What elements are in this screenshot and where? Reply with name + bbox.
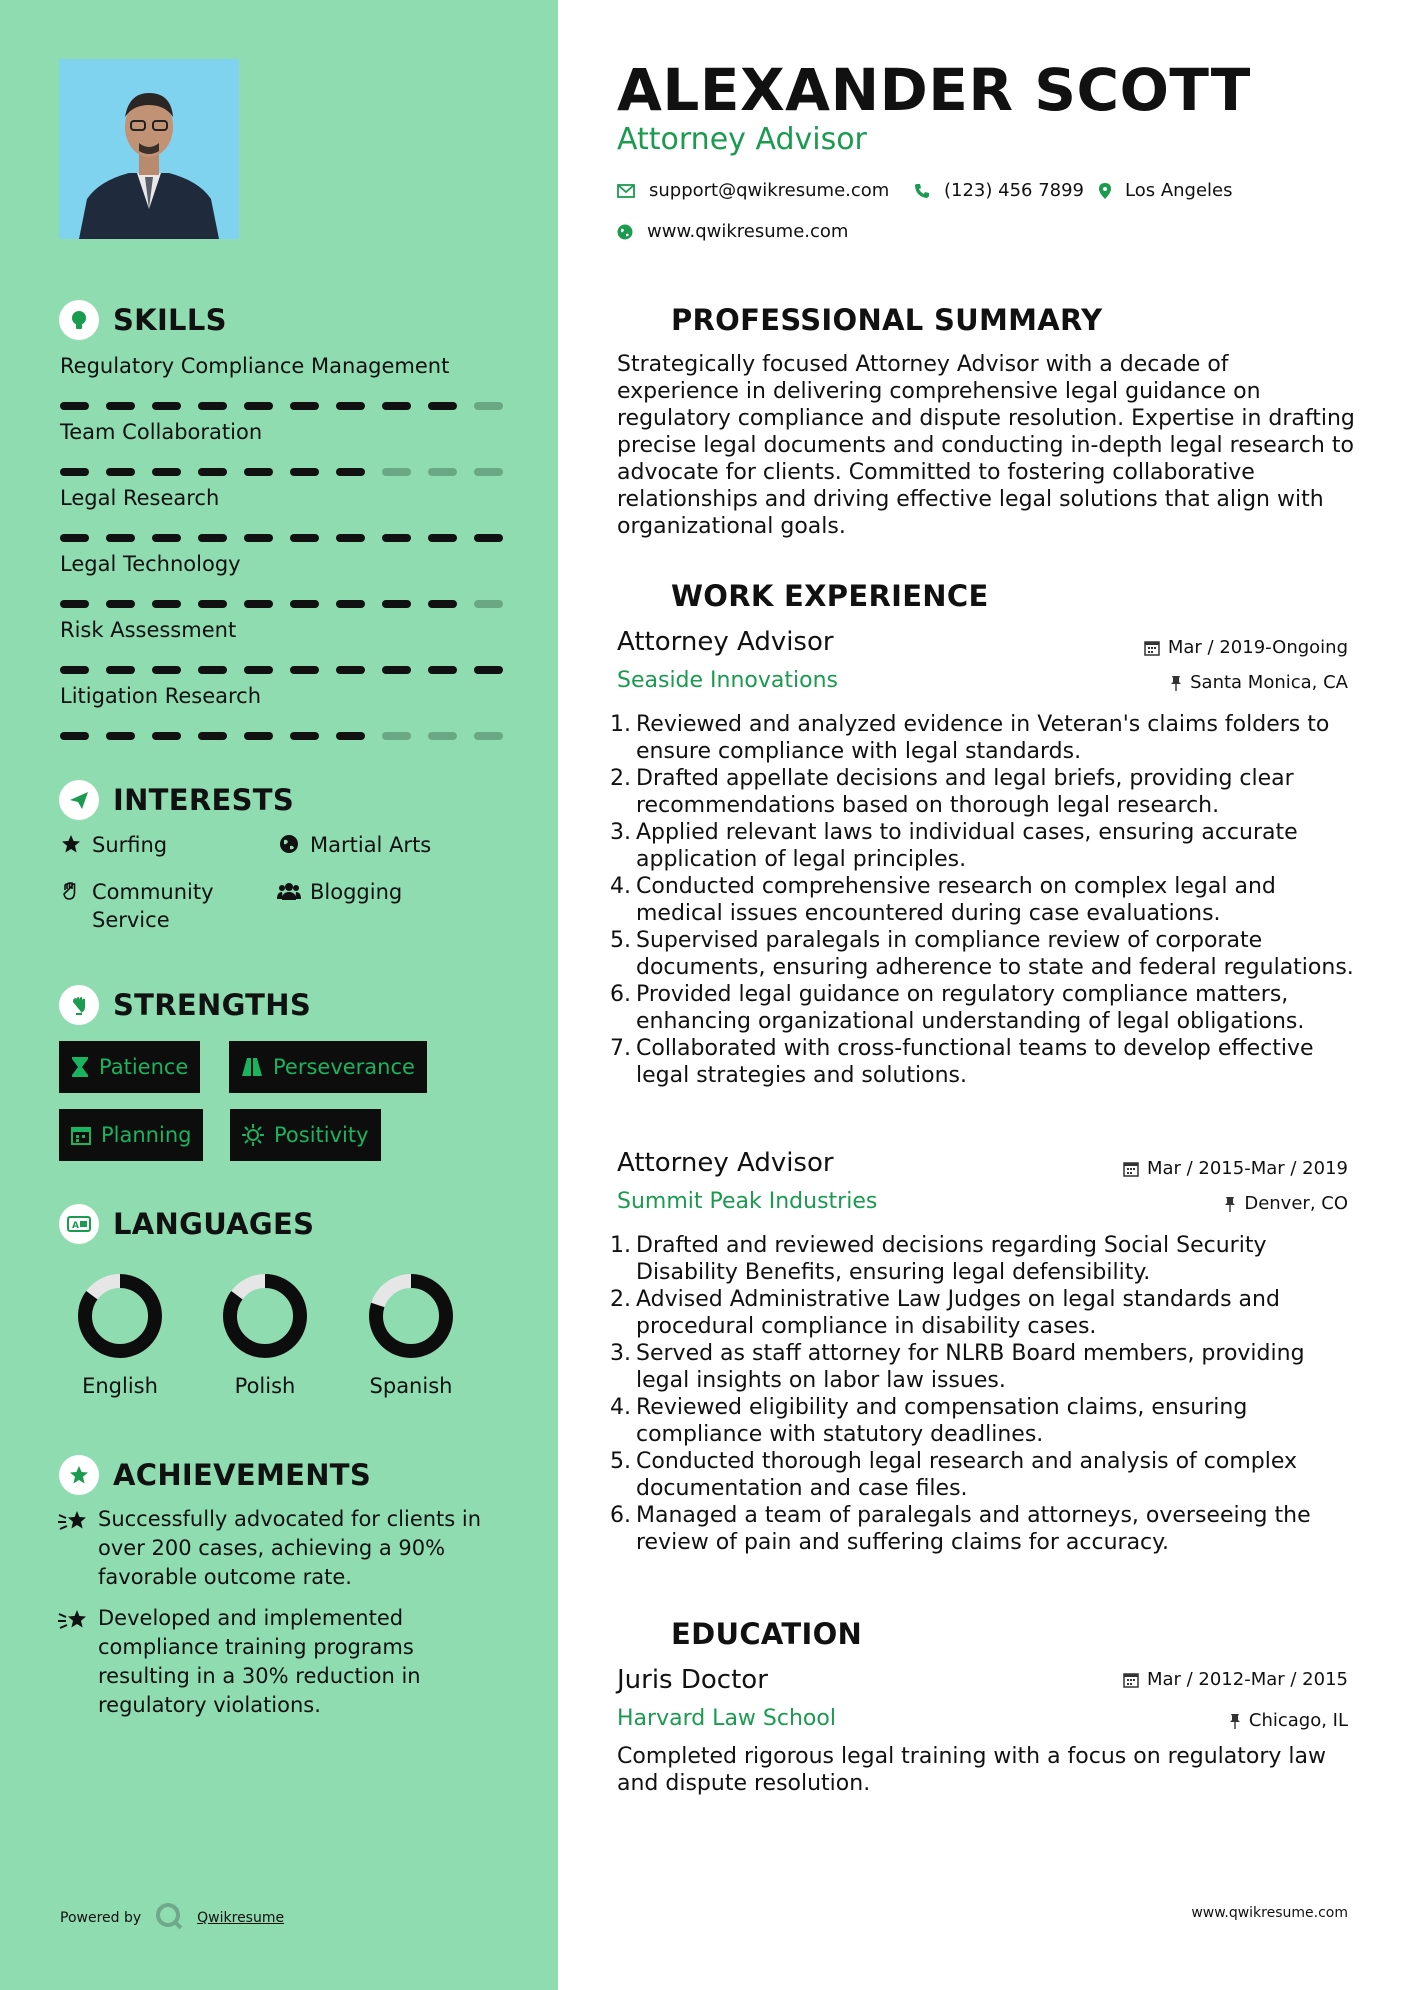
language-item: [205, 1270, 325, 1398]
education-text: Completed rigorous legal training with a focus on regulatory law and dispute resolution.: [617, 1744, 1326, 1796]
interest-item: [58, 831, 167, 859]
achievement-item: [58, 1505, 508, 1592]
language-icon: [59, 1204, 99, 1244]
degree-title: Juris Doctor: [617, 1665, 768, 1695]
skill-level-dash: [336, 534, 365, 542]
strengths-heading: [59, 985, 311, 1025]
skill-level-dash: [244, 402, 273, 410]
briefcase-chair-icon: [617, 576, 657, 616]
interest-label: Blogging: [310, 880, 403, 904]
skill-level-dash: [382, 666, 411, 674]
skill-label: Team Collaboration: [60, 420, 263, 444]
job-location-text: Denver, CO: [1244, 1193, 1348, 1214]
skill-level-dash: [244, 732, 273, 740]
skill-level-dash: [60, 732, 89, 740]
job-dates-text: Mar / 2019-Ongoing: [1167, 637, 1348, 658]
envelope-icon: [617, 184, 635, 198]
interest-item: [276, 831, 431, 859]
education-heading: [617, 1614, 862, 1654]
experience-heading: [617, 576, 989, 616]
qwikresume-logo-icon: [155, 1902, 183, 1934]
skill-item: [60, 616, 500, 644]
skill-level-dash: [428, 732, 457, 740]
achievement-text: Successfully advocated for clients in over 200 cases, achieving a 90% favorable outcome rate.: [98, 1507, 482, 1589]
job-company: Summit Peak Industries: [617, 1189, 878, 1214]
pushpin-icon: [1229, 1713, 1241, 1729]
skill-level-dash: [198, 732, 227, 740]
candidate-name: ALEXANDER SCOTT: [617, 56, 1251, 124]
skill-level-dash: [474, 468, 503, 476]
skill-level-dash: [382, 600, 411, 608]
skill-label: Legal Research: [60, 486, 220, 510]
skill-level-dash: [474, 402, 503, 410]
job-title: Attorney Advisor: [617, 627, 834, 657]
hand-icon: [58, 878, 84, 901]
skills-heading: [59, 300, 227, 340]
skill-level-dash: [382, 732, 411, 740]
sidebar: [0, 0, 558, 1990]
powered-by-label: Powered by: [60, 1910, 142, 1926]
interest-label: Martial Arts: [310, 833, 432, 857]
language-level-ring: [60, 1270, 180, 1366]
calendar-icon: [1123, 1672, 1139, 1688]
skill-level-dash: [428, 534, 457, 542]
calendar-icon: [71, 1125, 91, 1145]
skill-level-dash: [152, 732, 181, 740]
job-bullet: Conducted comprehensive research on complex legal and medical issues encountered during case evaluations.: [636, 874, 1276, 926]
strength-label: Patience: [99, 1055, 189, 1079]
strength-tag: [230, 1109, 381, 1161]
contact-phone[interactable]: [914, 180, 1084, 201]
road-icon: [241, 1057, 263, 1077]
map-pin-icon: [1099, 183, 1111, 199]
skill-level-bar: [60, 402, 503, 410]
experience-title: WORK EXPERIENCE: [671, 579, 989, 613]
skill-level-dash: [474, 600, 503, 608]
skill-level-dash: [244, 666, 273, 674]
user-icon: [617, 300, 657, 340]
skill-level-dash: [474, 732, 503, 740]
skill-level-dash: [244, 468, 273, 476]
skill-level-dash: [336, 600, 365, 608]
language-level-ring: [351, 1270, 471, 1366]
skill-level-dash: [336, 732, 365, 740]
location-text: Los Angeles: [1125, 180, 1233, 201]
skill-item: [60, 550, 500, 578]
interest-label: Surfing: [92, 833, 168, 857]
skill-level-dash: [198, 600, 227, 608]
users-icon: [276, 878, 302, 901]
globe-icon: [276, 831, 302, 854]
shooting-star-icon: [58, 1505, 98, 1592]
skill-level-dash: [198, 534, 227, 542]
skills-title: SKILLS: [113, 303, 227, 337]
lightbulb-icon: [59, 300, 99, 340]
summary-text: Strategically focused Attorney Advisor with a decade of experience in delivering comprehensive legal guidance on regulatory compliance and dispute resolution. Expertise in drafting precise legal documents and conducting in-depth legal research to advocate for clients. Committed to fostering collaborative relationships and driving effective legal solutions that align with organizational goals.: [617, 352, 1355, 539]
skill-level-dash: [290, 600, 319, 608]
fist-icon: [59, 985, 99, 1025]
skill-level-dash: [60, 468, 89, 476]
job-bullet: Supervised paralegals in compliance review of corporate documents, ensuring adherence to state and federal regulations.: [636, 928, 1354, 980]
skill-level-dash: [290, 732, 319, 740]
job-bullet: Applied relevant laws to individual cases, ensuring accurate application of legal principles.: [636, 820, 1298, 872]
trophy-star-icon: [59, 1455, 99, 1495]
skill-level-bar: [60, 468, 503, 476]
contact-website[interactable]: [617, 221, 848, 242]
achievement-item: [58, 1604, 508, 1720]
skill-level-dash: [382, 534, 411, 542]
job-bullet: Served as staff attorney for NLRB Board members, providing legal insights on labor law issues.: [636, 1341, 1305, 1393]
shooting-star-icon: [58, 1604, 98, 1720]
strength-label: Planning: [101, 1123, 192, 1147]
strength-tag: [59, 1109, 203, 1161]
skill-level-dash: [474, 666, 503, 674]
skill-item: [60, 484, 500, 512]
job-dates: [1144, 637, 1348, 658]
education-dates-text: Mar / 2012-Mar / 2015: [1146, 1669, 1348, 1690]
school-name: Harvard Law School: [617, 1706, 836, 1731]
skill-level-dash: [152, 666, 181, 674]
skill-level-dash: [290, 468, 319, 476]
skill-level-bar: [60, 732, 503, 740]
skill-label: Risk Assessment: [60, 618, 237, 642]
skill-level-dash: [152, 534, 181, 542]
interest-label: Community Service: [92, 880, 214, 932]
language-item: [60, 1270, 180, 1398]
skill-level-dash: [106, 600, 135, 608]
skill-level-dash: [60, 534, 89, 542]
skill-level-dash: [290, 402, 319, 410]
job-title: Attorney Advisor: [617, 1148, 834, 1178]
phone-icon: [914, 183, 930, 199]
skill-level-dash: [290, 666, 319, 674]
star-icon: [58, 831, 84, 854]
job-bullet: Provided legal guidance on regulatory compliance matters, enhancing organizational understanding of legal obligations.: [636, 982, 1305, 1034]
skill-level-dash: [106, 402, 135, 410]
skill-level-bar: [60, 534, 503, 542]
language-label: Spanish: [369, 1374, 453, 1398]
interests-heading: [59, 780, 294, 820]
job-dates: [1123, 1158, 1348, 1179]
job-bullet: Managed a team of paralegals and attorneys, overseeing the review of pain and suffering claims for accuracy.: [636, 1503, 1311, 1555]
summary-title: PROFESSIONAL SUMMARY: [671, 303, 1103, 337]
svg-text:A: A: [72, 1221, 79, 1231]
footer-website-link[interactable]: www.qwikresume.com: [1191, 1905, 1348, 1921]
skill-level-bar: [60, 600, 503, 608]
phone-text: (123) 456 7899: [944, 180, 1085, 201]
skill-level-dash: [382, 468, 411, 476]
skill-label: Litigation Research: [60, 684, 262, 708]
skill-level-dash: [60, 402, 89, 410]
achievements-heading: [59, 1455, 371, 1495]
skill-level-dash: [152, 402, 181, 410]
job-dates-text: Mar / 2015-Mar / 2019: [1146, 1158, 1348, 1179]
contact-email[interactable]: [617, 180, 889, 201]
globe-icon: [617, 224, 633, 240]
skill-level-dash: [60, 600, 89, 608]
achievement-text: Developed and implemented compliance training programs resulting in a 30% reduction in regulatory violations.: [98, 1606, 421, 1717]
education-dates: [1123, 1669, 1348, 1690]
job-bullet: Reviewed eligibility and compensation claims, ensuring compliance with statutory deadlines.: [636, 1395, 1248, 1447]
job-bullet: Conducted thorough legal research and analysis of complex documentation and case files.: [636, 1449, 1298, 1501]
strength-tag: [59, 1041, 200, 1093]
job-bullet: Advised Administrative Law Judges on legal standards and procedural compliance in disability cases.: [636, 1287, 1280, 1339]
calendar-icon: [1144, 640, 1160, 656]
skill-level-dash: [428, 600, 457, 608]
education-title: EDUCATION: [671, 1617, 863, 1651]
email-text: support@qwikresume.com: [649, 180, 890, 201]
skill-level-dash: [106, 666, 135, 674]
interest-item: [58, 878, 258, 934]
job-bullet: Drafted and reviewed decisions regarding Social Security Disability Benefits, ensuring legal defensibility.: [636, 1233, 1267, 1285]
job-bullet: Drafted appellate decisions and legal briefs, providing clear recommendations based on thorough legal research.: [636, 766, 1294, 818]
pushpin-icon: [1170, 675, 1182, 691]
hourglass-icon: [71, 1056, 89, 1078]
candidate-role: Attorney Advisor: [617, 122, 867, 157]
skill-level-dash: [198, 402, 227, 410]
language-level-ring: [205, 1270, 325, 1366]
languages-title: LANGUAGES: [113, 1207, 315, 1241]
contact-location: [1099, 180, 1233, 201]
skill-level-dash: [198, 468, 227, 476]
skill-level-bar: [60, 666, 503, 674]
education-location: [1229, 1710, 1348, 1731]
skill-level-dash: [428, 468, 457, 476]
skill-item: [60, 352, 500, 380]
education-location-text: Chicago, IL: [1248, 1710, 1348, 1731]
skill-level-dash: [106, 468, 135, 476]
strength-label: Positivity: [274, 1123, 369, 1147]
profile-photo: [59, 59, 239, 239]
skill-level-dash: [336, 402, 365, 410]
strengths-title: STRENGTHS: [113, 988, 312, 1022]
sun-icon: [242, 1124, 264, 1146]
skill-level-dash: [106, 732, 135, 740]
interest-item: [276, 878, 402, 906]
skill-level-dash: [152, 600, 181, 608]
skill-level-dash: [428, 402, 457, 410]
job-location: [1170, 672, 1348, 693]
job-bullets: [610, 711, 1355, 1089]
summary-heading: [617, 300, 1102, 340]
language-label: English: [82, 1374, 158, 1398]
strength-tag: [229, 1041, 427, 1093]
skill-level-dash: [244, 600, 273, 608]
calendar-icon: [1123, 1161, 1139, 1177]
achievements-title: ACHIEVEMENTS: [113, 1458, 372, 1492]
qwikresume-link[interactable]: Qwikresume: [197, 1910, 285, 1926]
skill-level-dash: [336, 666, 365, 674]
strength-label: Perseverance: [273, 1055, 415, 1079]
skill-label: Regulatory Compliance Management: [60, 354, 450, 378]
pushpin-icon: [1224, 1196, 1236, 1212]
graduate-icon: [617, 1614, 657, 1654]
website-text: www.qwikresume.com: [647, 221, 849, 242]
skill-item: [60, 418, 500, 446]
skill-level-dash: [474, 534, 503, 542]
job-location-text: Santa Monica, CA: [1190, 672, 1348, 693]
job-location: [1224, 1193, 1348, 1214]
skill-level-dash: [60, 666, 89, 674]
skill-level-dash: [382, 402, 411, 410]
job-company: Seaside Innovations: [617, 668, 838, 693]
language-item: [351, 1270, 471, 1398]
paper-plane-icon: [59, 780, 99, 820]
job-bullets: [610, 1232, 1355, 1556]
language-label: Polish: [234, 1374, 296, 1398]
skill-level-dash: [336, 468, 365, 476]
job-bullet: Collaborated with cross-functional teams to develop effective legal strategies and solutions.: [636, 1036, 1314, 1088]
skill-level-dash: [290, 534, 319, 542]
powered-by: [60, 1902, 284, 1934]
skill-level-dash: [244, 534, 273, 542]
skill-label: Legal Technology: [60, 552, 241, 576]
interests-title: INTERESTS: [113, 783, 295, 817]
job-bullet: Reviewed and analyzed evidence in Veteran's claims folders to ensure compliance with legal standards.: [636, 712, 1330, 764]
languages-heading: [59, 1204, 314, 1244]
skill-item: [60, 682, 500, 710]
skill-level-dash: [106, 534, 135, 542]
skill-level-dash: [198, 666, 227, 674]
skill-level-dash: [152, 468, 181, 476]
skill-level-dash: [428, 666, 457, 674]
